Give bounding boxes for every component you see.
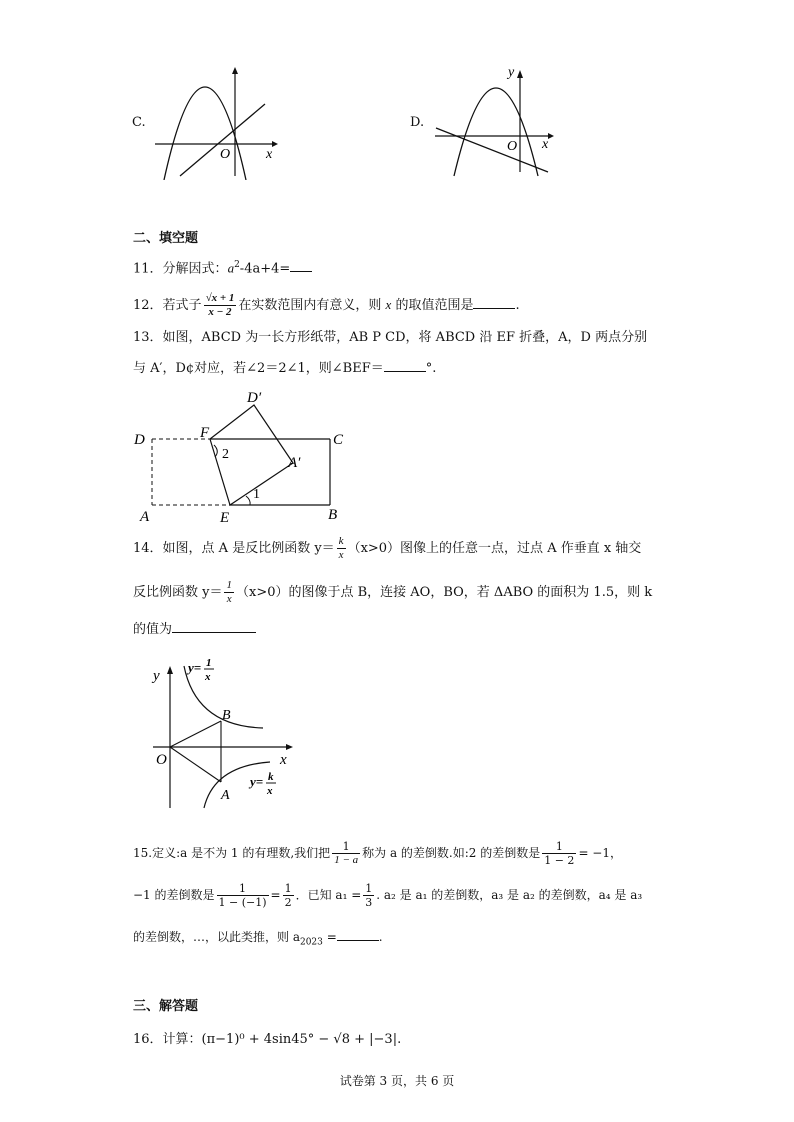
section-2-title: 二、填空题 xyxy=(133,231,199,246)
option-c-x-label: x xyxy=(266,147,273,162)
q14-curve-2-eq: y= xyxy=(250,774,264,789)
q15-l2-num-2: 1 xyxy=(284,882,292,895)
q12-answer-blank[interactable] xyxy=(473,296,515,309)
q13-angle-2: 2 xyxy=(222,447,229,462)
q12-end: . xyxy=(515,298,520,313)
q15-l1-den-2: 1 − 2 xyxy=(544,854,575,867)
q15-l2-den-2: 2 xyxy=(284,896,292,909)
q14-l1-pre: 14．如图，点 A 是反比例函数 y＝ xyxy=(133,541,335,556)
q15-l2-fraction xyxy=(217,882,269,909)
q14-y-label: y xyxy=(153,668,160,684)
q15-l1-den: 1 − a xyxy=(334,854,359,866)
q14-line-3 xyxy=(133,620,256,639)
q12-fraction xyxy=(204,292,237,319)
option-d-origin: O xyxy=(507,139,518,154)
option-d-x-label: x xyxy=(542,137,549,152)
q11-number: 11． xyxy=(133,261,163,277)
q14-answer-blank[interactable] xyxy=(172,620,256,633)
q14-l1-post: （x>0）图像上的任意一点，过点 A 作垂直 x 轴交 xyxy=(347,541,642,556)
q13-line-2-text: 与 A′，D¢对应，若∠2＝2∠1，则∠BEF＝ xyxy=(133,361,384,376)
q13-label-F: F xyxy=(200,425,210,441)
q15-l1-num: 1 xyxy=(332,840,360,854)
q15-l2-b: = xyxy=(270,888,281,902)
q13-label-E: E xyxy=(220,510,230,525)
question-12 xyxy=(133,290,520,321)
q15-line-1 xyxy=(133,838,622,868)
q14-point-B: B xyxy=(222,708,231,723)
q15-l1-a: 15.定义:a 是不为 1 的有理数,我们把 xyxy=(133,846,331,860)
question-16: 16．计算：(π−1)⁰ + 4sin45° − √8 + |−3|. xyxy=(133,1032,402,1047)
q12-numerator: √x + 1 xyxy=(205,292,235,304)
q14-curve-2-den: x xyxy=(267,785,273,797)
option-d-label: D. xyxy=(410,115,425,130)
q15-l1-c: = −1， xyxy=(578,846,622,860)
q14-origin: O xyxy=(156,752,167,768)
q14-line-1 xyxy=(133,534,641,564)
q13-label-D: D xyxy=(134,432,145,448)
q15-line-3 xyxy=(133,928,383,951)
q12-number: 12． xyxy=(133,298,163,313)
q14-l3: 的值为 xyxy=(133,622,173,637)
q12-post: 的取值范围是 xyxy=(395,298,474,313)
q15-l1-fraction-2 xyxy=(542,840,576,867)
q12-denominator: x − 2 xyxy=(208,306,232,318)
q14-curve-2-num: k xyxy=(268,771,274,783)
q15-l2-den-3: 3 xyxy=(365,896,373,909)
q14-curve-1-den: x xyxy=(205,671,211,683)
q15-l2-a: −1 的差倒数是 xyxy=(133,888,215,902)
q14-l2-num: 1 xyxy=(226,579,232,591)
q15-line-2 xyxy=(133,880,642,910)
option-d-y-label: y xyxy=(508,65,515,80)
q13-label-Aprime: A′ xyxy=(288,455,301,471)
q15-l2-den: 1 − (−1) xyxy=(218,896,267,909)
q12-var: x xyxy=(385,297,392,312)
q12-pre: 若式子 xyxy=(162,298,202,313)
q14-figure xyxy=(148,658,298,818)
q14-x-label: x xyxy=(280,752,287,768)
q15-l3-a: 的差倒数，…，以此类推，则 a xyxy=(133,930,300,944)
q12-mid: 在实数范围内有意义，则 xyxy=(238,298,382,313)
q13-degree: °. xyxy=(425,361,437,376)
q11-answer-blank[interactable] xyxy=(290,259,312,272)
q13-label-B: B xyxy=(328,507,338,523)
q13-label-Dprime: D′ xyxy=(247,390,262,406)
q14-point-A: A xyxy=(221,788,230,803)
q14-l2-den: x xyxy=(226,593,232,605)
section-3-title: 三、解答题 xyxy=(133,999,199,1014)
option-c-label: C. xyxy=(132,115,146,130)
q13-line-1: 13．如图，ABCD 为一长方形纸带，AB P CD，将 ABCD 沿 EF 折叠，A，D 两点分别 xyxy=(133,330,648,345)
q13-label-A: A xyxy=(140,509,150,525)
q15-l2-c: ．已知 a₁ = xyxy=(295,888,362,902)
option-c-origin: O xyxy=(220,147,231,162)
q11-text: 分解因式： xyxy=(162,261,228,277)
q14-l2-pre: 反比例函数 y＝ xyxy=(133,585,223,600)
q14-l1-fraction xyxy=(337,535,346,562)
q13-figure xyxy=(130,385,350,525)
q15-l2-d: . a₂ 是 a₁ 的差倒数，a₃ 是 a₂ 的差倒数，a₄ 是 a₃ xyxy=(376,888,643,902)
q13-line-2 xyxy=(133,359,436,378)
q14-l2-post: （x>0）的图像于点 B，连接 AO，BO，若 ΔABO 的面积为 1.5，则 k xyxy=(235,585,653,600)
q11-expr: -4a+4= xyxy=(239,261,291,277)
option-d-graph xyxy=(430,62,560,180)
question-11 xyxy=(133,256,312,278)
q15-l2-fraction-2 xyxy=(283,882,294,909)
q15-answer-blank[interactable] xyxy=(337,928,379,941)
q11-exp: 2 xyxy=(234,260,240,270)
option-c-graph xyxy=(150,62,280,180)
q15-l2-fraction-3 xyxy=(363,882,374,909)
q14-curve-1-eq: y= xyxy=(188,660,202,675)
q15-l3-end: . xyxy=(378,930,383,944)
q14-l1-den: x xyxy=(338,549,344,561)
q15-l2-num-3: 1 xyxy=(365,882,373,895)
q14-l1-num: k xyxy=(338,535,344,547)
q13-label-C: C xyxy=(333,432,344,448)
page-footer: 试卷第 3 页，共 6 页 xyxy=(339,1074,455,1088)
q15-l1-num-2: 1 xyxy=(542,840,576,854)
q15-l3-b: = xyxy=(322,930,337,944)
q13-angle-1: 1 xyxy=(253,487,260,502)
q15-l2-num: 1 xyxy=(217,882,269,896)
q14-line-2 xyxy=(133,578,652,608)
q15-l3-sub: 2023 xyxy=(299,937,323,948)
q13-answer-blank[interactable] xyxy=(384,359,426,372)
q15-l1-b: 称为 a 的差倒数.如:2 的差倒数是 xyxy=(362,846,541,860)
q11-var: a xyxy=(227,260,235,276)
q15-l1-fraction xyxy=(332,840,360,867)
q14-curve-1-num: 1 xyxy=(206,658,212,669)
q14-l2-fraction xyxy=(224,579,234,606)
